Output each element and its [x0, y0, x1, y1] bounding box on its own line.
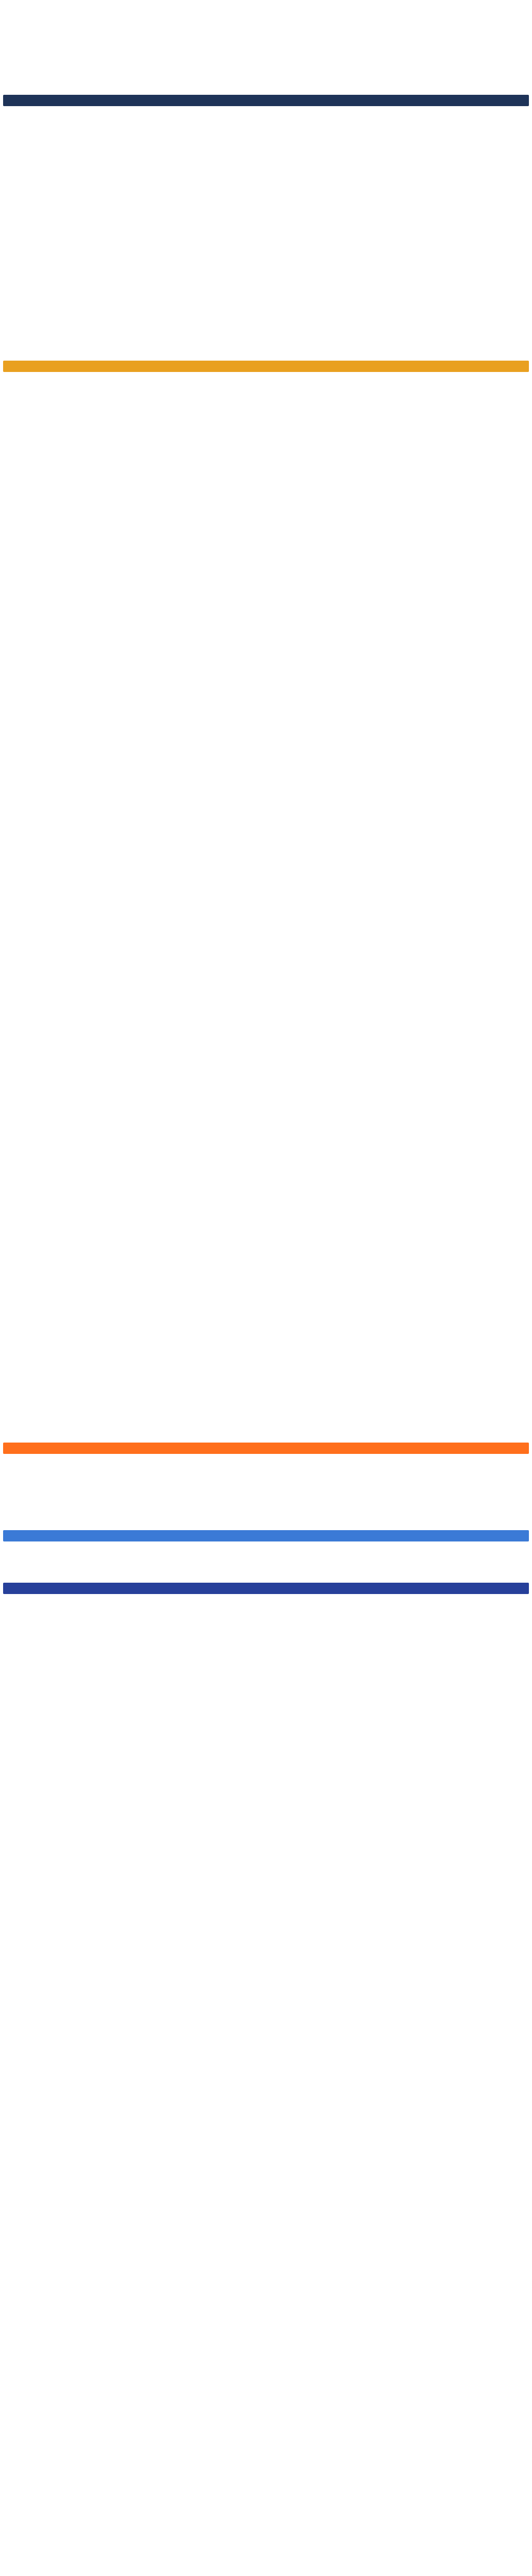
section-standings	[3, 95, 529, 106]
section-week-high	[3, 1530, 529, 1541]
section-season-high	[3, 1443, 529, 1454]
section-week-results	[3, 361, 529, 372]
league-brand	[0, 18, 532, 22]
section-rosters	[3, 1583, 529, 1594]
